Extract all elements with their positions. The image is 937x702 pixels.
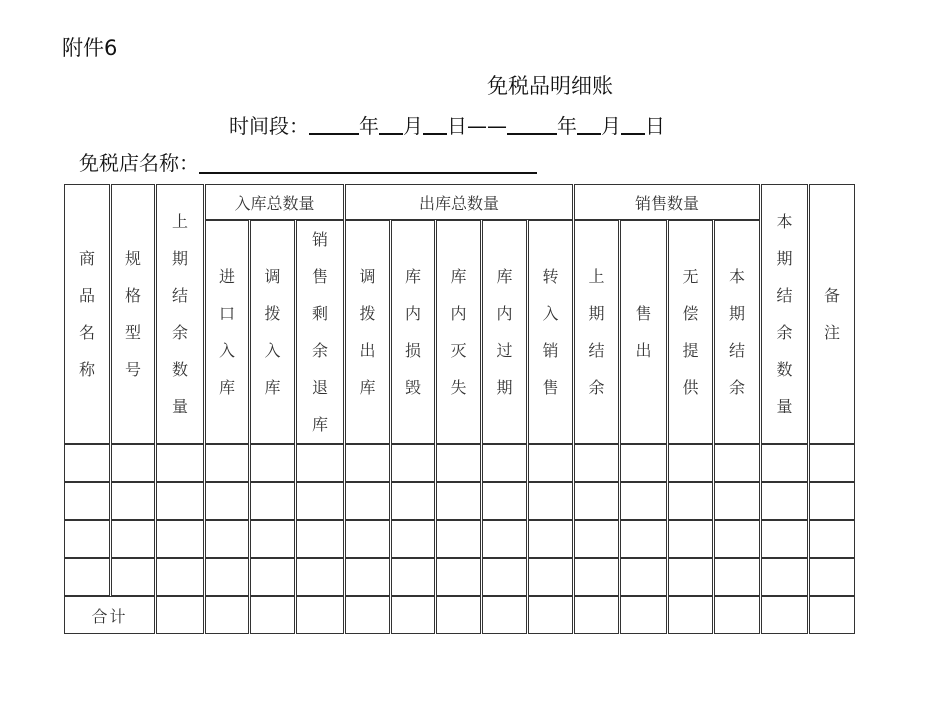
period-line [229, 110, 665, 139]
table-cell[interactable] [111, 558, 155, 596]
table-cell[interactable] [668, 520, 713, 558]
store-line [79, 147, 537, 176]
table-cell[interactable] [809, 482, 855, 520]
day-text-2: 日 [645, 114, 665, 138]
year-blank-2[interactable] [507, 113, 557, 135]
table-cell[interactable] [345, 482, 390, 520]
table-cell[interactable] [809, 520, 855, 558]
table-cell[interactable] [809, 558, 855, 596]
table-cell[interactable] [482, 444, 527, 482]
table-cell[interactable] [391, 482, 435, 520]
table-row [64, 558, 855, 596]
month-text-1: 月 [403, 114, 423, 138]
table-cell[interactable] [714, 558, 760, 596]
annex-label: 附件6 [62, 36, 118, 60]
table-cell[interactable] [668, 482, 713, 520]
table-cell[interactable] [714, 596, 760, 634]
table-cell[interactable] [482, 482, 527, 520]
period-dash: —— [467, 114, 507, 138]
table-cell[interactable] [156, 444, 204, 482]
table-cell[interactable] [296, 558, 344, 596]
table-cell[interactable] [391, 520, 435, 558]
table-cell[interactable] [436, 482, 481, 520]
table-cell[interactable] [761, 596, 808, 634]
table-cell[interactable] [528, 482, 573, 520]
header-sales-qty: 销售数量 [574, 184, 760, 220]
table-cell[interactable] [296, 596, 344, 634]
table-cell[interactable] [156, 520, 204, 558]
table-cell[interactable] [528, 520, 573, 558]
table-cell[interactable] [156, 596, 204, 634]
table-row [64, 444, 855, 482]
table-cell[interactable] [250, 520, 295, 558]
table-cell[interactable] [436, 520, 481, 558]
table-cell[interactable] [668, 558, 713, 596]
month-blank-1[interactable] [379, 113, 403, 135]
table-cell[interactable] [205, 482, 249, 520]
table-cell[interactable] [250, 558, 295, 596]
header-sales-curr-balance: 本期结余 [714, 220, 760, 444]
ledger-table-wrapper [63, 184, 856, 634]
header-product-name: 商品名称 [64, 184, 110, 444]
table-cell[interactable] [809, 444, 855, 482]
year-text-1: 年 [359, 114, 379, 138]
header-outbound-total: 出库总数量 [345, 184, 573, 220]
header-sales-free: 无偿提供 [668, 220, 713, 444]
day-blank-2[interactable] [621, 113, 645, 135]
table-cell[interactable] [620, 520, 667, 558]
table-cell[interactable] [296, 444, 344, 482]
table-cell[interactable] [620, 482, 667, 520]
table-cell[interactable] [205, 520, 249, 558]
table-cell[interactable] [528, 558, 573, 596]
table-cell[interactable] [620, 558, 667, 596]
header-inbound-import: 进口入库 [205, 220, 249, 444]
table-cell[interactable] [482, 558, 527, 596]
table-cell[interactable] [714, 482, 760, 520]
header-inbound-transfer: 调拨入库 [250, 220, 295, 444]
table-cell[interactable] [714, 520, 760, 558]
table-cell[interactable] [111, 444, 155, 482]
day-blank-1[interactable] [423, 113, 447, 135]
header-curr-balance-qty: 本期结余数量 [761, 184, 808, 444]
header-sales-prev-balance: 上期结余 [574, 220, 619, 444]
ledger-body [64, 444, 855, 596]
table-cell[interactable] [64, 558, 110, 596]
table-cell[interactable] [809, 596, 855, 634]
table-cell[interactable] [205, 558, 249, 596]
table-cell[interactable] [574, 520, 619, 558]
table-cell[interactable] [761, 482, 808, 520]
table-cell[interactable] [574, 596, 619, 634]
table-cell[interactable] [64, 482, 110, 520]
header-prev-balance-qty: 上期结余数量 [156, 184, 204, 444]
table-cell[interactable] [250, 596, 295, 634]
store-label: 免税店名称： [79, 151, 199, 175]
header-remarks: 备注 [809, 184, 855, 444]
table-cell[interactable] [528, 444, 573, 482]
table-cell[interactable] [714, 444, 760, 482]
table-cell[interactable] [345, 596, 390, 634]
table-cell[interactable] [574, 444, 619, 482]
table-cell[interactable] [296, 482, 344, 520]
table-cell[interactable] [64, 444, 110, 482]
table-cell[interactable] [111, 482, 155, 520]
table-cell[interactable] [205, 596, 249, 634]
year-text-2: 年 [557, 114, 577, 138]
header-outbound-transfer: 调拨出库 [345, 220, 390, 444]
header-outbound-expired: 库内过期 [482, 220, 527, 444]
table-cell[interactable] [205, 444, 249, 482]
table-cell[interactable] [574, 482, 619, 520]
table-cell[interactable] [436, 444, 481, 482]
store-name-blank[interactable] [199, 152, 537, 174]
year-blank-1[interactable] [309, 113, 359, 135]
table-cell[interactable] [620, 596, 667, 634]
table-cell[interactable] [620, 444, 667, 482]
table-cell[interactable] [528, 596, 573, 634]
table-cell[interactable] [436, 558, 481, 596]
header-outbound-to-sales: 转入销售 [528, 220, 573, 444]
table-cell[interactable] [391, 444, 435, 482]
month-text-2: 月 [601, 114, 621, 138]
document-title: 免税品明细账 [487, 74, 613, 98]
table-cell[interactable] [574, 558, 619, 596]
table-cell[interactable] [436, 596, 481, 634]
header-spec-model: 规格型号 [111, 184, 155, 444]
table-cell[interactable] [761, 444, 808, 482]
header-inbound-return: 销售剩余退库 [296, 220, 344, 444]
table-cell[interactable] [345, 520, 390, 558]
header-sales-sold: 售出 [620, 220, 667, 444]
table-cell[interactable] [250, 482, 295, 520]
table-cell[interactable] [111, 520, 155, 558]
table-cell[interactable] [761, 520, 808, 558]
ledger-table [63, 184, 856, 634]
table-cell[interactable] [64, 520, 110, 558]
table-cell[interactable] [156, 558, 204, 596]
total-row [64, 596, 855, 634]
table-cell[interactable] [345, 558, 390, 596]
table-row [64, 520, 855, 558]
table-cell[interactable] [482, 596, 527, 634]
table-cell[interactable] [761, 558, 808, 596]
header-outbound-loss: 库内灭失 [436, 220, 481, 444]
header-inbound-total: 入库总数量 [205, 184, 344, 220]
table-cell[interactable] [345, 444, 390, 482]
table-cell[interactable] [391, 558, 435, 596]
period-label: 时间段： [229, 114, 309, 138]
table-cell[interactable] [391, 596, 435, 634]
table-cell[interactable] [296, 520, 344, 558]
table-cell[interactable] [668, 596, 713, 634]
table-cell[interactable] [668, 444, 713, 482]
day-text-1: 日 [447, 114, 467, 138]
table-cell[interactable] [482, 520, 527, 558]
table-cell[interactable] [156, 482, 204, 520]
header-outbound-damage: 库内损毁 [391, 220, 435, 444]
table-cell[interactable] [250, 444, 295, 482]
total-label: 合计 [64, 596, 155, 634]
table-row [64, 482, 855, 520]
month-blank-2[interactable] [577, 113, 601, 135]
